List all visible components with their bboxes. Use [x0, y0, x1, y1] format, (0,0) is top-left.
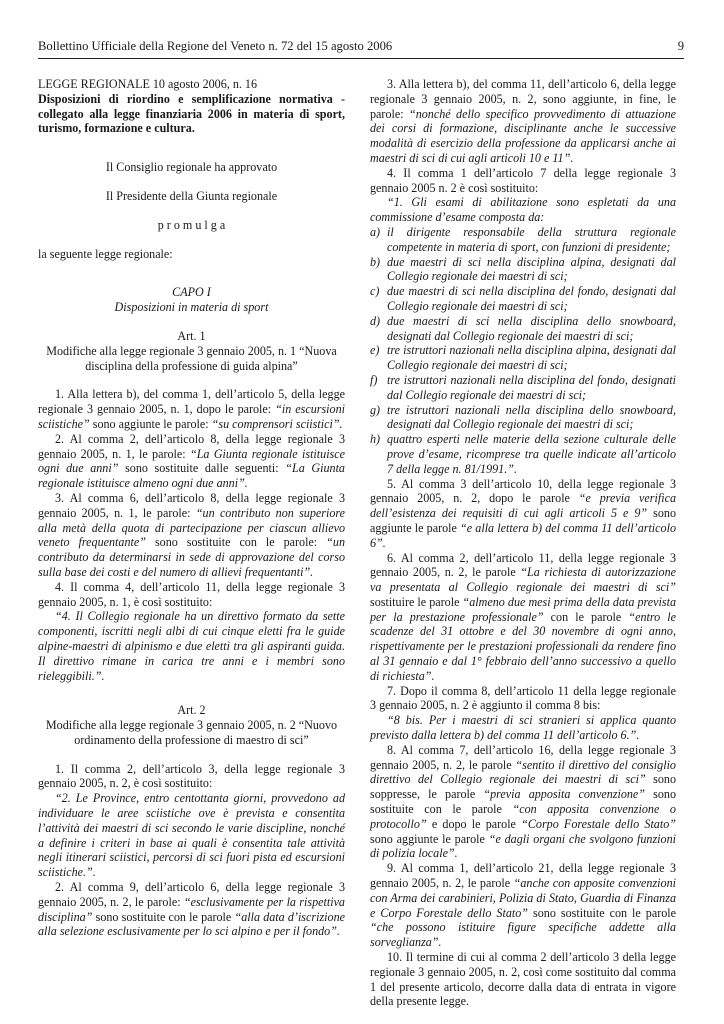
art2-paragraph-4: 4. Il comma 1 dell’articolo 7 della legge regionale 3 gennaio 2005 n. 2 è così sostituito:	[370, 165, 676, 195]
art2-paragraph-6: 6. Al comma 2, dell’articolo 11, della legge regionale 3 gennaio 2005, n. 2, le parole “La richiesta di autorizzazione va presentata al Collegio regionale dei maestri di sci” sostituire le parole “almeno due mesi prima della data prevista per la prestazione professionale” con le parole “entro le scadenze del 31 ottobre e del 30 novembre di ogni anno, rispettivamente per le prestazioni professionali da rendere fino al 31 gennaio e dal 1° febbraio dell’anno successivo a quello di richiesta”.	[370, 550, 677, 683]
art2-label: Art. 2	[177, 703, 206, 718]
art2-paragraph-7-quote: “8 bis. Per i maestri di sci stranieri si applica quanto previsto dalla lettera b) del comma 11 dell’articolo 6.”.	[370, 713, 676, 743]
art1-paragraph-2: 2. Al comma 2, dell’articolo 8, della legge regionale 3 gennaio 2005, n. 1, le parole: “La Giunta regionale istituisce ogni due anni” sono sostituite dalle seguenti: “La Giunta regionale istituisce almeno ogni due anni”.	[38, 431, 345, 491]
right-column	[370, 77, 676, 1009]
art1-label: Art. 1	[177, 328, 206, 343]
art2-paragraph-1: 1. Il comma 2, dell’articolo 3, della legge regionale 3 gennaio 2005, n. 2, è così sostituito:	[38, 761, 345, 791]
art2-paragraph-1-quote: “2. Le Province, entro centottanta giorni, provvedono ad individuare le aree sciistiche ove è prevista e consentita l’attività dei maestri di sci secondo le varie discipline, nonché a definire i criteri in base ai quali è consentita tale attività negli itinerari sciistici, percorsi di sci fuori pista ed escursioni sciistiche.”.	[38, 791, 345, 880]
art2-paragraph-7: 7. Dopo il comma 8, dell’articolo 11 della legge regionale 3 gennaio 2005, n. 2 è aggiunto il comma 8 bis:	[370, 683, 676, 713]
art2-title: Modifiche alla legge regionale 3 gennaio 2005, n. 2 “Nuovo ordinamento della professione di maestro di sci”	[45, 718, 338, 747]
art1-paragraph-1: 1. Alla lettera b), del comma 1, dell’articolo 5, della legge regionale 3 gennaio 2005, n. 1, dopo le parole: “in escursioni sciistiche” sono aggiunte le parole: “su comprensori sciistici”.	[38, 387, 345, 431]
law-heading: LEGGE REGIONALE 10 agosto 2006, n. 16	[38, 77, 258, 91]
bulletin-title: Bollettino Ufficiale della Regione del Veneto n. 72 del 15 agosto 2006	[38, 39, 393, 53]
page-header	[38, 38, 684, 59]
council-approved: Il Consiglio regionale ha approvato	[105, 160, 278, 175]
capo-title: Disposizioni in materia di sport	[114, 300, 269, 315]
list-item: g) tre istruttori nazionali nella disciplina dello snowboard, designati dal Collegio regionale dei maestri di sci;	[370, 402, 676, 432]
art1-title: Modifiche alla legge regionale 3 gennaio 2005, n. 1 “Nuova disciplina della professione di guida alpina”	[46, 343, 337, 373]
art2-paragraph-2: 2. Al comma 9, dell’articolo 6, della legge regionale 3 gennaio 2005, n. 2, le parole: “esclusivamente per la rispettiva disciplina” sono sostituite con le parole “alla data d’iscrizione alla selezione esclusivamente per lo sci alpino e per il fondo”.	[38, 880, 345, 939]
list-item: c) due maestri di sci nella disciplina del fondo, designati dal Collegio regionale dei maestri di sci;	[370, 284, 676, 313]
art1-paragraph-3: 3. Al comma 6, dell’articolo 8, della legge regionale 3 gennaio 2005, n. 1, le parole: “un contributo non superiore alla metà della quota di partecipazione per ciascun allievo veneto frequentante” sono sostituite con le parole: “un contributo da determinarsi in sede di approvazione del corso sulla base dei costi e del numero di allievi frequentanti”.	[38, 490, 345, 579]
list-item: f) tre istruttori nazionali nella disciplina del fondo, designati dal Collegio regionale dei maestri di sci;	[370, 372, 676, 402]
list-item: d) due maestri di sci nella disciplina dello snowboard, designati dal Collegio regionale dei maestri di sci;	[370, 313, 676, 343]
list-item: e) tre istruttori nazionali nella disciplina alpina, designati dal Collegio regionale dei maestri di sci;	[370, 343, 676, 373]
left-column	[38, 77, 345, 939]
capo-label: CAPO I	[172, 285, 211, 300]
list-item: a) il dirigente responsabile della struttura regionale competente in materia di sport, con funzioni di presidente;	[370, 224, 676, 254]
art2-paragraph-9: 9. Al comma 1, dell’articolo 21, della legge regionale 3 gennaio 2005, n. 2, le parole “anche con apposite convenzioni con Arma dei carabinieri, Polizia di Stato, Guardia di Finanza e Corpo Forestale dello Stato” sono sostituite con le parole “che possono istituire figure specifiche addette alla sorveglianza”.	[370, 861, 677, 950]
art2-paragraph-8: 8. Al comma 7, dell’articolo 16, della legge regionale 3 gennaio 2005, n. 2, le parole “sentito il direttivo del consiglio direttivo del Collegio regionale dei maestri di sci” sono soppresse, le parole “previa apposita convenzione” sono sostituite con le parole “con apposita convenzione o protocollo” e dopo le parole “Corpo Forestale dello Stato” sono aggiunte le parole “e dagli organi che svolgono funzioni di polizia locale”.	[370, 742, 676, 861]
list-item: b) due maestri di sci nella disciplina alpina, designati dal Collegio regionale dei maestri di sci;	[370, 254, 676, 284]
art2-paragraph-5: 5. Al comma 3 dell’articolo 10, della legge regionale 3 gennaio 2005, n. 2, dopo le parole “e previa verifica dell’esistenza dei requisiti di cui agli articoli 5 e 9” sono aggiunte le parole “e alla lettera b) del comma 11 dell’articolo 6”.	[370, 476, 676, 550]
art2-paragraph-3: 3. Alla lettera b), del comma 11, dell’articolo 6, della legge regionale 3 gennaio 2005, n. 2, sono aggiunte, in fine, le parole: “nonché dello specifico provvedimento di attuazione dei corsi di formazione, disciplinante anche le successive modalità di esercizio della professione da applicarsi anche ai maestri di sci di cui agli articoli 10 e 11”.	[370, 77, 676, 165]
following-law-line: la seguente legge regionale:	[38, 246, 173, 261]
art2-paragraph-4-quote: “1. Gli esami di abilitazione sono espletati da una commissione d’esame composta da:	[370, 195, 676, 225]
page-number: 9	[677, 39, 684, 53]
list-item: h) quattro esperti nelle materie della sezione culturale delle prove d’esame, ricomprese tra quelle indicate all’articolo 7 della legge n. 81/1991.”.	[370, 432, 676, 476]
art1-paragraph-4: 4. Il comma 4, dell’articolo 11, della legge regionale 3 gennaio 2005, n. 1, è così sostituito:	[38, 579, 345, 609]
law-title: Disposizioni di riordino e semplificazione normativa - collegato alla legge finanziaria 2006 in materia di sport, turismo, formazione e cultura.	[38, 91, 345, 136]
president-line: Il Presidente della Giunta regionale	[105, 188, 278, 203]
promulga-line: p r o m u l g a	[157, 217, 226, 232]
art2-paragraph-10: 10. Il termine di cui al comma 2 dell’articolo 3 della legge regionale 3 gennaio 2005, n. 2, così come sostituito dal comma 1 del presente articolo, decorre dalla data di entrata in vigore della presente legge.	[370, 950, 676, 1009]
art1-paragraph-4-quote: “4. Il Collegio regionale ha un direttivo formato da sette componenti, iscritti negli albi di cui cinque eletti fra le guide alpine-maestri di alpinismo e due eletti tra gli aspiranti guida. Il direttivo rimane in carica tre anni e i membri sono rieleggibili.”.	[38, 609, 345, 683]
